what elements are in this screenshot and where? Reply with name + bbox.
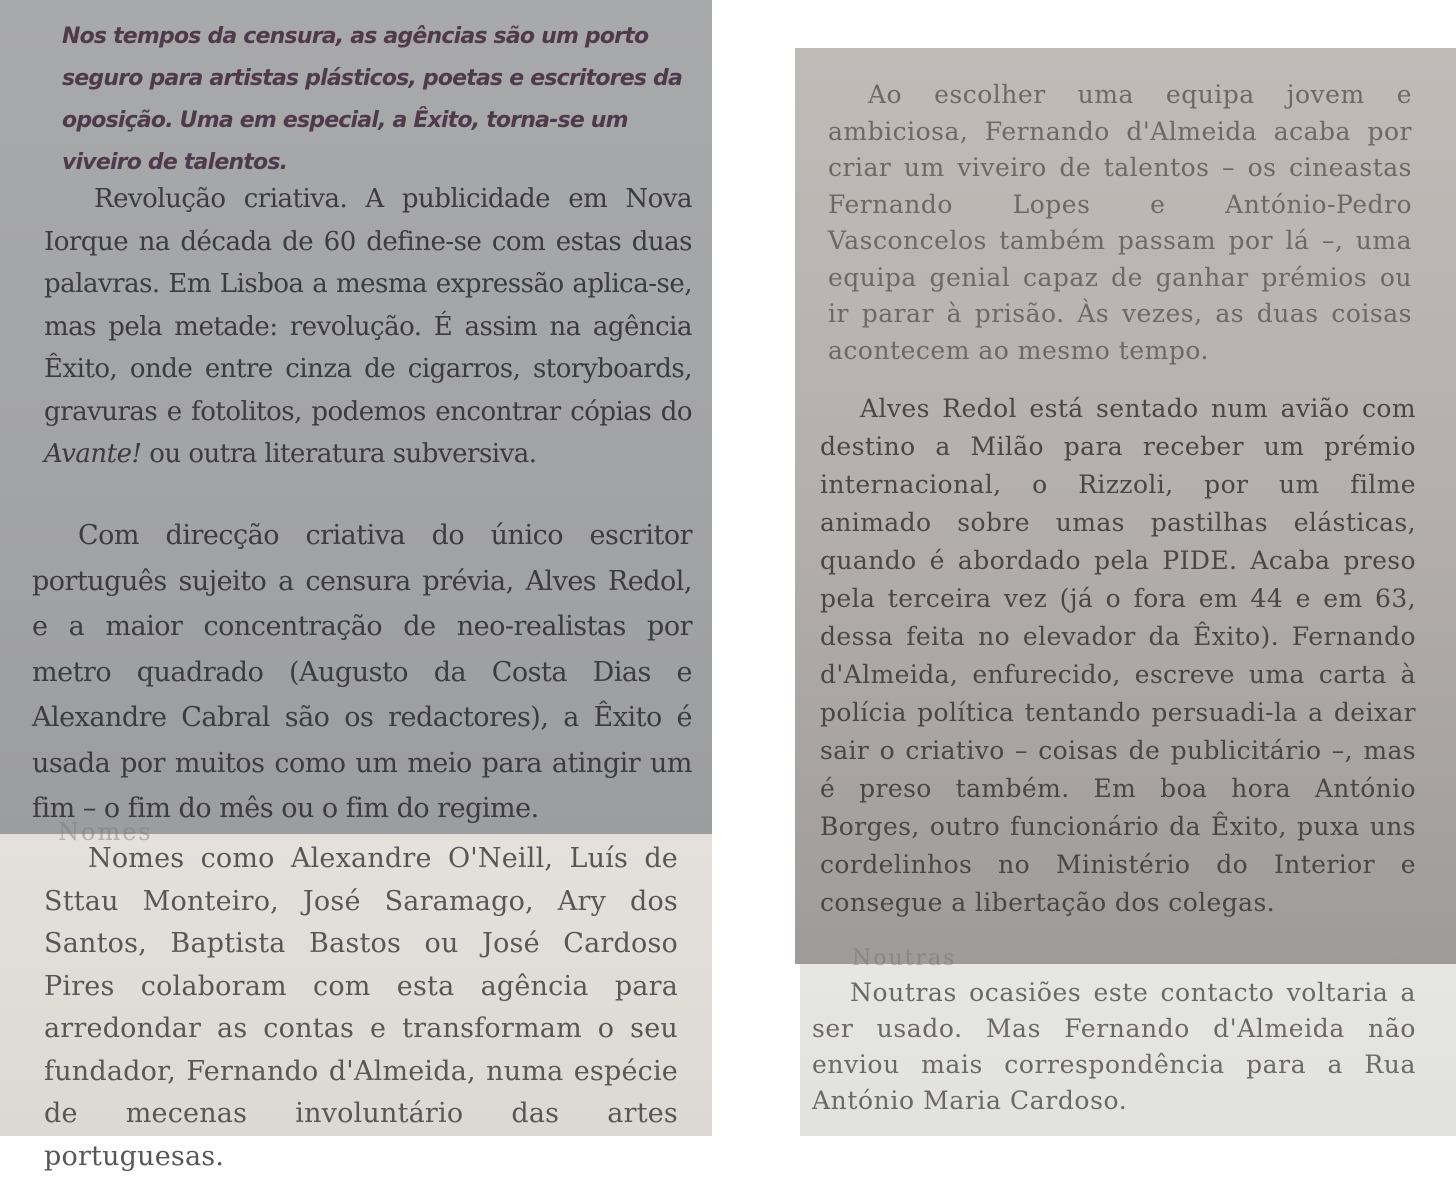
article-lead: Nos tempos da censura, as agências são um porto seguro para artistas plásticos, poetas e escritores da oposição. Uma em especial, a Êxito, torna-se um viveiro de talentos.	[62, 24, 682, 175]
paragraph-noutras-ocasioes: Noutras ocasiões este contacto voltaria a ser usado. Mas Fernando d'Almeida não enviou mais correspondência para a Rua António Maria Cardoso.	[812, 978, 1416, 1115]
paragraph-text: ou outra literatura subversiva.	[141, 439, 537, 469]
paragraph-alves-redol: Alves Redol está sentado num avião com destino a Milão para receber um prémio internacional, o Rizzoli, por um filme animado sobre umas pastilhas elásticas, quando é abordado pela PIDE. Acaba preso pela terceira vez (já o fora em 44 e em 63, dessa feita no elevador da Êxito). Fernando d'Almeida, enfurecido, escreve uma carta à polícia política tentando persuadi-la a deixar sair o criativo – coisas de publicitário –, mas é preso também. Em boa hora António Borges, outro funcionário da Êxito, puxa uns cordelinhos no Ministério do Interior e consegue a libertação dos colegas.	[820, 394, 1416, 917]
paragraph-revolucao-criativa	[44, 178, 692, 476]
overlap-fragment-left: Nomes	[58, 818, 153, 846]
paragraph-equipa-jovem: Ao escolher uma equipa jovem e ambiciosa, Fernando d'Almeida acaba por criar um viveiro de talentos – os cineastas Fernando Lopes e António-Pedro Vasconcelos também passam por lá –, uma equipa genial capaz de ganhar prémios ou ir parar à prisão. Às vezes, as duas coisas acontecem ao mesmo tempo.	[828, 80, 1412, 365]
paragraph-nomes: Nomes como Alexandre O'Neill, Luís de Sttau Monteiro, José Saramago, Ary dos Santos, Baptista Bastos ou José Cardoso Pires colaboram com esta agência para arredondar as contas e transformam o seu fundador, Fernando d'Almeida, numa espécie de mecenas involuntário das artes portuguesas.	[44, 843, 678, 1172]
overlap-fragment-right: Noutras	[852, 946, 957, 971]
paragraph-text: Revolução criativa. A publicidade em Nova Iorque na década de 60 define-se com estas duas palavras. Em Lisboa a mesma expressão aplica-se, mas pela metade: revolução. É assim na agência Êxito, onde entre cinza de cigarros, storyboards, gravuras e fotolitos, podemos encontrar cópias do	[44, 184, 692, 427]
paragraph-direccao-criativa: Com direcção criativa do único escritor português sujeito a censura prévia, Alves Redol, e a maior concentração de neo-realistas por metro quadrado (Augusto da Costa Dias e Alexandre Cabral são os redactores), a Êxito é usada por muitos como um meio para atingir um fim – o fim do mês ou o fim do regime.	[32, 520, 692, 824]
avante-title: Avante!	[44, 439, 142, 469]
